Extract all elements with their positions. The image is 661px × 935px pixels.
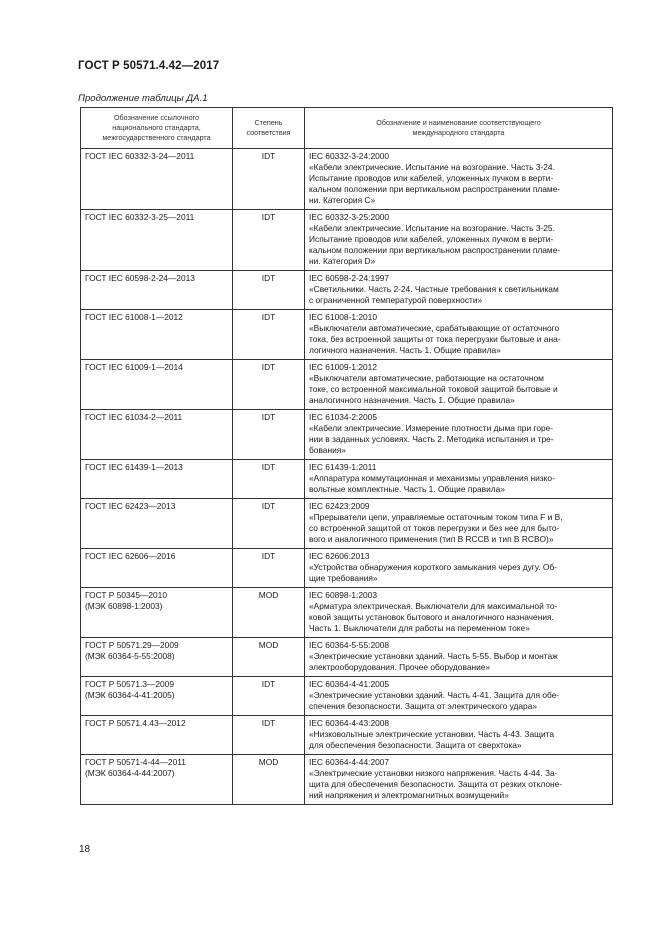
national-standard-line: ГОСТ Р 50571.4.43—2012	[85, 718, 186, 728]
national-standard-cell	[81, 499, 233, 549]
national-standard-line: (МЭК 60364-5-55:2008)	[85, 651, 175, 661]
international-standard-line: «Аппаратура коммутационная и механизмы управления низко-	[309, 473, 555, 483]
table-row	[81, 149, 613, 210]
international-standard-line: IEC 60332-3-24:2000	[309, 151, 390, 161]
national-standard-line: ГОСТ Р 50571-4-44—2011	[85, 757, 186, 767]
table-body	[81, 149, 613, 805]
international-standard-line: вого и аналогичного применения (тип В RCCB и тип В RCBO)»	[309, 534, 554, 544]
table-row	[81, 460, 613, 499]
national-standard-cell	[81, 677, 233, 716]
international-standard-line: IEC 60332-3-25:2000	[309, 212, 390, 222]
table-row	[81, 410, 613, 460]
international-standard-cell	[305, 677, 613, 716]
international-standard-line: IEC 61439-1:2011	[309, 462, 377, 472]
international-standard-cell	[305, 149, 613, 210]
table-row	[81, 549, 613, 588]
national-standard-cell	[81, 460, 233, 499]
degree-cell: MOD	[233, 755, 305, 805]
international-standard-line: токе, со встроенной максимальной токовой защитой бытовые и	[309, 384, 558, 394]
international-standard-line: нии в заданных условиях. Часть 2. Методика испытания и тре-	[309, 434, 554, 444]
international-standard-line: кальном положении при вертикальном распространении пламе-	[309, 184, 561, 194]
table-row	[81, 638, 613, 677]
international-standard-line: ни. Категория С»	[309, 195, 376, 205]
national-standard-cell	[81, 755, 233, 805]
international-standard-line: IEC 60364-4-41:2005	[309, 679, 390, 689]
header-international-standard	[305, 108, 613, 149]
national-standard-cell	[81, 271, 233, 310]
table-row	[81, 677, 613, 716]
international-standard-cell	[305, 460, 613, 499]
international-standard-line: «Электрические установки зданий. Часть 4-41. Защита для обе-	[309, 690, 560, 700]
national-standard-line: ГОСТ Р 50571.29—2009	[85, 640, 179, 650]
international-standard-cell	[305, 588, 613, 638]
header-line: Обозначение и наименование соответствующего	[376, 118, 541, 127]
degree-cell: IDT	[233, 210, 305, 271]
international-standard-line: вольтные комплектные. Часть 1. Общие правила»	[309, 484, 506, 494]
international-standard-line: электрооборудования. Прочее оборудование»	[309, 662, 491, 672]
international-standard-line: IEC 60364-4-44:2007	[309, 757, 390, 767]
degree-cell: IDT	[233, 716, 305, 755]
national-standard-cell	[81, 149, 233, 210]
national-standard-line: ГОСТ IEC 60332-3-25—2011	[85, 212, 195, 222]
header-degree	[233, 108, 305, 149]
degree-cell: MOD	[233, 588, 305, 638]
table-row	[81, 210, 613, 271]
international-standard-line: «Устройства обнаружения короткого замыкания через дугу. Об-	[309, 562, 557, 572]
international-standard-line: IEC 61009-1:2012	[309, 362, 377, 372]
table-row	[81, 499, 613, 549]
degree-cell: IDT	[233, 460, 305, 499]
international-standard-line: аналогичного назначения. Часть 1. Общие правила»	[309, 395, 515, 405]
degree-cell: IDT	[233, 310, 305, 360]
international-standard-line: IEC 60364-4-43:2008	[309, 718, 390, 728]
national-standard-line: (МЭК 60364-4-41:2005)	[85, 690, 175, 700]
national-standard-line: (МЭК 60364-4-44:2007)	[85, 768, 175, 778]
international-standard-line: ний напряжения и электромагнитных возмущений»	[309, 790, 509, 800]
national-standard-line: ГОСТ IEC 61009-1—2014	[85, 362, 183, 372]
international-standard-line: логичного назначения. Часть 1. Общие правила»	[309, 345, 501, 355]
international-standard-line: «Кабели электрические. Испытание на возгорание. Часть 3-24.	[309, 162, 555, 172]
header-national-standard	[81, 108, 233, 149]
international-standard-line: ни. Категория D»	[309, 256, 376, 266]
national-standard-cell	[81, 360, 233, 410]
national-standard-line: ГОСТ Р 50571.3—2009	[85, 679, 174, 689]
international-standard-cell	[305, 210, 613, 271]
international-standard-cell	[305, 499, 613, 549]
international-standard-line: кальном положении при вертикальном распространении пламе-	[309, 245, 561, 255]
international-standard-line: «Прерыватели цепи, управляемые остаточным током типа F и B,	[309, 512, 563, 522]
international-standard-line: IEC 62606:2013	[309, 551, 370, 561]
national-standard-cell	[81, 638, 233, 677]
international-standard-cell	[305, 271, 613, 310]
header-line: Степень	[254, 118, 283, 127]
header-line: соответствия	[246, 128, 291, 137]
international-standard-line: бования»	[309, 445, 346, 455]
degree-cell: IDT	[233, 149, 305, 210]
degree-cell: IDT	[233, 549, 305, 588]
header-line: межгосударственного стандарта	[102, 133, 211, 142]
table-row	[81, 716, 613, 755]
international-standard-line: «Низковольтные электрические установки. Часть 4-43. Защита	[309, 729, 555, 739]
international-standard-cell	[305, 310, 613, 360]
international-standard-line: Испытание проводов или кабелей, уложенных пучком в верти-	[309, 234, 554, 244]
international-standard-line: «Электрические установки низкого напряжения. Часть 4-44. За-	[309, 768, 558, 778]
international-standard-line: Испытание проводов или кабелей, уложенных пучком в верти-	[309, 173, 554, 183]
table-row	[81, 755, 613, 805]
national-standard-line: ГОСТ IEC 60332-3-24—2011	[85, 151, 195, 161]
degree-cell: IDT	[233, 677, 305, 716]
table-header-row	[81, 108, 613, 149]
national-standard-line: ГОСТ IEC 61034-2—2011	[85, 412, 183, 422]
international-standard-line: тока, без встроенной защиты от тока перегрузки бытовые и ана-	[309, 334, 561, 344]
international-standard-line: IEC 60898-1:2003	[309, 590, 377, 600]
international-standard-line: ковой защиты установок бытового и аналогичного назначения.	[309, 612, 554, 622]
national-standard-cell	[81, 310, 233, 360]
international-standard-line: IEC 62423:2009	[309, 501, 370, 511]
international-standard-cell	[305, 360, 613, 410]
national-standard-cell	[81, 410, 233, 460]
national-standard-cell	[81, 588, 233, 638]
international-standard-line: со встроенной защитой от токов перегрузки и без нее для быто-	[309, 523, 560, 533]
international-standard-line: спечения безопасности. Защита от электрического удара»	[309, 701, 538, 711]
international-standard-line: «Выключатели автоматические, срабатывающие от остаточного	[309, 323, 560, 333]
national-standard-line: ГОСТ Р 50345—2010	[85, 590, 167, 600]
degree-cell: IDT	[233, 271, 305, 310]
national-standard-cell	[81, 716, 233, 755]
table-row	[81, 588, 613, 638]
international-standard-cell	[305, 716, 613, 755]
national-standard-line: ГОСТ IEC 61439-1—2013	[85, 462, 183, 472]
international-standard-line: IEC 60598-2-24:1997	[309, 273, 390, 283]
header-line: Обозначение ссылочного	[113, 113, 200, 122]
international-standard-cell	[305, 549, 613, 588]
national-standard-cell	[81, 549, 233, 588]
degree-cell: IDT	[233, 499, 305, 549]
international-standard-line: для обеспечения безопасности. Защита от сверхтока»	[309, 740, 522, 750]
international-standard-line: щита для обеспечения безопасности. Защита от резких отклоне-	[309, 779, 563, 789]
international-standard-line: Часть 1. Выключатели для работы на переменном токе»	[309, 623, 530, 633]
international-standard-line: «Кабели электрические. Измерение плотности дыма при горе-	[309, 423, 554, 433]
international-standard-line: «Выключатели автоматические, работающие на остаточном	[309, 373, 544, 383]
international-standard-line: щие требования»	[309, 573, 378, 583]
international-standard-line: «Электрические установки зданий. Часть 5-55. Выбор и монтаж	[309, 651, 558, 661]
table-caption: Продолжение таблицы ДА.1	[78, 93, 208, 104]
national-standard-line: ГОСТ IEC 60598-2-24—2013	[85, 273, 195, 283]
international-standard-line: с ограниченной температурой поверхности»	[309, 295, 483, 305]
international-standard-cell	[305, 410, 613, 460]
table-row	[81, 360, 613, 410]
international-standard-line: «Арматура электрическая. Выключатели для максимальной то-	[309, 601, 558, 611]
page-number: 18	[79, 844, 91, 855]
degree-cell: IDT	[233, 410, 305, 460]
international-standard-line: IEC 61008-1:2010	[309, 312, 377, 322]
international-standard-cell	[305, 755, 613, 805]
national-standard-cell	[81, 210, 233, 271]
degree-cell: IDT	[233, 360, 305, 410]
international-standard-line: IEC 60364-5-55:2008	[309, 640, 390, 650]
document-title: ГОСТ Р 50571.4.42—2017	[78, 60, 220, 72]
national-standard-line: (МЭК 60898-1:2003)	[85, 601, 163, 611]
header-line: международного стандарта	[412, 128, 505, 137]
national-standard-line: ГОСТ IEC 62423—2013	[85, 501, 176, 511]
international-standard-line: «Кабели электрические. Испытание на возгорание. Часть 3-25.	[309, 223, 555, 233]
national-standard-line: ГОСТ IEC 62606—2016	[85, 551, 176, 561]
international-standard-line: «Светильники. Часть 2-24. Частные требования к светильникам	[309, 284, 559, 294]
international-standard-line: IEC 61034-2:2005	[309, 412, 377, 422]
international-standard-cell	[305, 638, 613, 677]
table-row	[81, 271, 613, 310]
reference-table	[80, 107, 613, 805]
degree-cell: MOD	[233, 638, 305, 677]
national-standard-line: ГОСТ IEC 61008-1—2012	[85, 312, 183, 322]
table-row	[81, 310, 613, 360]
header-line: национального стандарта,	[112, 123, 201, 132]
